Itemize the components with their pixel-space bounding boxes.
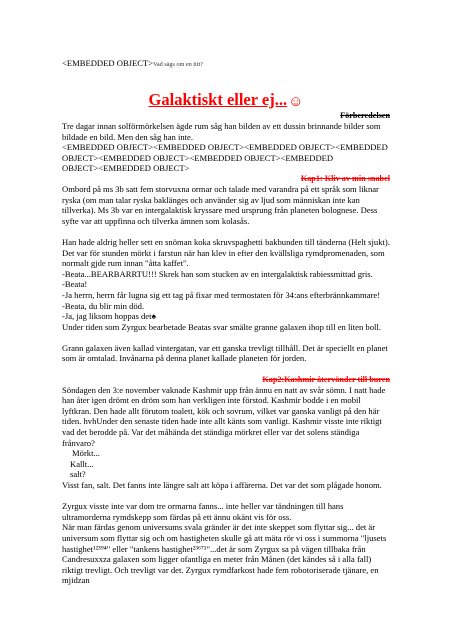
embedded-block-line-2: OBJECT><EMBEDDED OBJECT><EMBEDDED OBJECT><EMBEDDED — [62, 152, 334, 163]
embedded-object-label: <EMBEDDED OBJECT> — [62, 58, 154, 68]
chapter2-paragraph-1: Söndagen den 3:e november vaknade Kashmir upp från ännu en natt av svår sömn. I natt hade han åter igen drömt en dröm som han verkligen inte förstod. Kashmir bodde i en mobil lyftkran. Den hade allt förutom toalett, kök och sovrum, vilket var ganska vanligt på den här tiden. hvhUnder den senaste tiden hade inte allt känts som vanligt. Kashmir visste inte riktigt vad det berodde på. Var det måhända det ständiga mörkret eller var det solens ständiga frånvaro? — [62, 384, 386, 448]
heading-chapter-1: Kap1: Kliv av min snabel — [300, 173, 390, 183]
chapter1-paragraph-1: Ombord på ms 3b satt fem storvuxna ormar och talade med varandra på ett språk som liknar ryska (om man talar ryska baklänges och använder sig av ljud som människan inte kan tillverka). Ms 3b var en intergalaktisk kryssare med ursprung från planeten bolognese. Dess syfte var att uppfinna och tilverka ämnen som kolasås. — [62, 183, 379, 226]
heading-chapter-2: Kap2:Kashmir återvänder till buren — [262, 374, 390, 384]
embedded-block-line-3: OBJECT><EMBEDDED OBJECT> — [62, 163, 190, 174]
chapter1-paragraph-3: Grann galaxen även kallad vintergatan, var ett ganska trevligt tillhåll. Det är speciellt en planet som är omtalad. Invånarna på denna planet kallade planeten för jorden. — [62, 342, 388, 364]
spade-icon: ♠ — [151, 311, 157, 322]
spacer — [62, 226, 390, 237]
dialog-line-1: -Beata...BEARBARRTU!!! Skrek han som stucken av en intergalaktisk rabiessmittad gris. — [62, 268, 373, 279]
dialog-line-2: -Beata! — [62, 279, 88, 290]
chapter2-paragraph-3: Zyrgux visste inte var dom tre ormarna fanns... inte heller var tändningen till hans ultramorderna rymdskepp som färdas på ett ännu okänt vis för oss. — [62, 501, 344, 522]
intro-paragraph: Tre dagar innan solförmörkelsen ägde rum såg han bilden av ett dussin brinnande bilder som bildade en bild. Men den såg han inte. — [62, 121, 381, 142]
dialog-line-6: Under tiden som Zyrgux bearbetade Beatas svar smälte granne galaxen ihop till en liten boll. — [62, 321, 381, 332]
spacer — [62, 332, 390, 343]
embedded-caption: Vad sägs om en titt? — [153, 61, 203, 68]
title-wrap — [62, 90, 390, 111]
spacer — [62, 491, 390, 502]
heading-preparations: Förberedelsen — [340, 111, 390, 120]
embedded-object-line — [62, 58, 390, 70]
chapter2-line-cold: Kallt... — [70, 458, 94, 469]
chapter2-paragraph-2: Visst fan, salt. Det fanns inte längre salt att köpa i affärerna. Det var det som plågade honom. — [62, 480, 382, 490]
document-body — [62, 58, 390, 586]
embedded-block-line-1: <EMBEDDED OBJECT><EMBEDDED OBJECT><EMBEDDED OBJECT><EMBEDDED — [62, 142, 388, 153]
chapter2-line-dark: Mörkt... — [72, 448, 100, 459]
page-title: Galaktiskt eller ej... — [148, 90, 288, 109]
dialog-line-3: -Ja herrn, herrn får lugna sig ett tag på fixar med termostaten för 34:ans efterbrännkammare! — [62, 289, 381, 300]
spacer — [62, 364, 390, 375]
chapter1-paragraph-2: Han hade aldrig heller sett en snöman koka skruvspaghetti bakbunden till tänderna (Helt sjukt). Det var för stunden mörkt i farstun när han klev in efter den kvällsliga rymdpromenaden, som normalt gjde rum innan "åtta kaffet". — [62, 236, 390, 269]
chapter2-paragraph-4: När man färdas genom universums svala gränder är det inte skeppet som flyttar sig... det är universum som flyttar sig och om hastigheten skulle gå att mäta rör vi oss i summorna "ljusets hastighet¹²³⁹⁴" eller "tankens hastighet²³⁶⁷¹"...det är som Zyrgux sa på vägen tillbaka från Candresuxxza galaxen som ligger ofantliga en meter från Månen (det kändes så i alla fall) riktigt trevligt. Och trevligt var det. Zyrgux rymdfarkost hade fem robotoriserade tjänare, en mjidzan — [62, 522, 387, 586]
smiley-icon: ☺ — [288, 94, 304, 110]
dialog-line-5 — [62, 311, 390, 322]
dialog-line-5-text: -Ja, jag liksom hoppas det — [62, 311, 152, 322]
dialog-line-4: -Beata, du blir min död. — [62, 300, 145, 311]
chapter2-line-salt: salt? — [70, 469, 86, 480]
